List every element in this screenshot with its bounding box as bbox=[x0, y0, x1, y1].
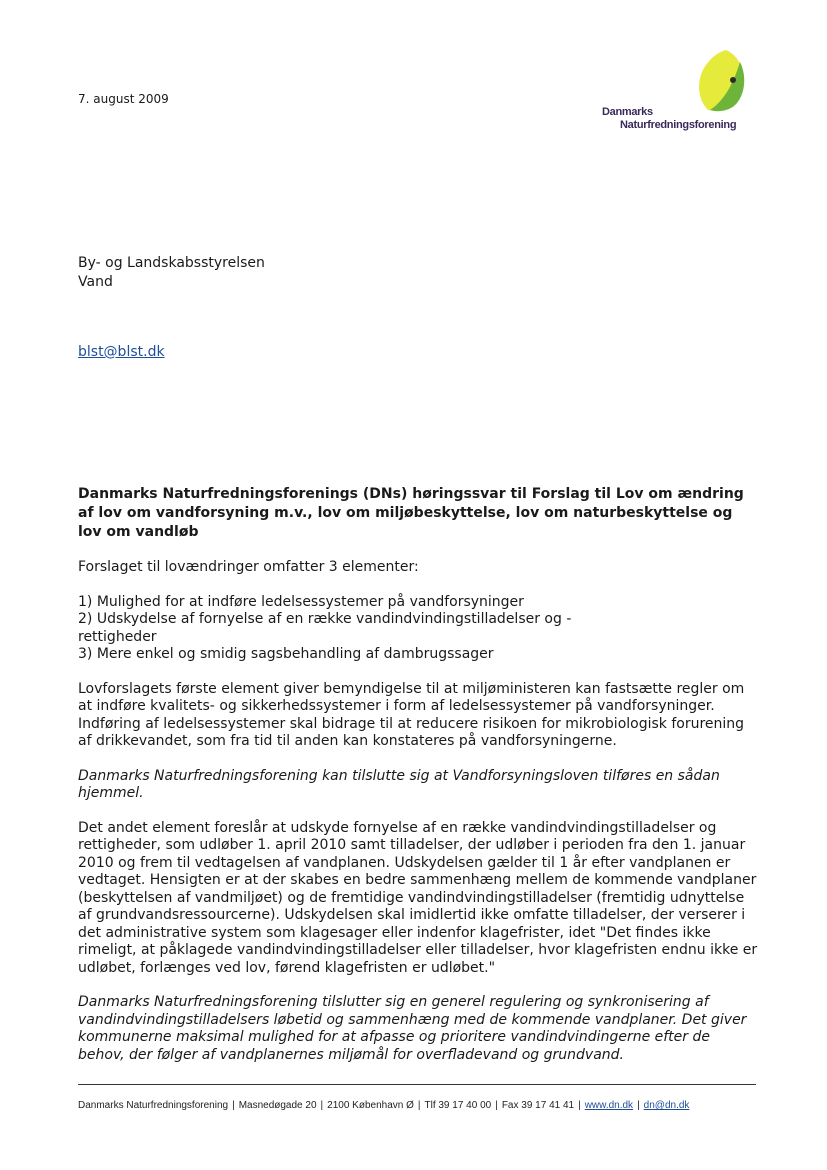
paragraph-1: Lovforslagets første element giver bemyndigelse til at miljøministeren kan fastsætte regler om at indføre kvalitets- og sikkerhedssystemer i form af ledelsessystemer på vandforsyninger. Indføring af ledelsessystemer skal bidrage til at reducere risikoen for mikrobiologisk forurening af drikkevandet, som fra tid til anden kan konstateres på vandforsyningerne. bbox=[78, 680, 745, 749]
footer-phone: Tlf 39 17 40 00 bbox=[424, 1100, 492, 1111]
leaf-logo-icon bbox=[696, 48, 748, 114]
footer-mail-link[interactable]: dn@dn.dk bbox=[643, 1100, 690, 1111]
footer-web-link[interactable]: www.dn.dk bbox=[584, 1100, 634, 1111]
footer-city: 2100 København Ø bbox=[327, 1100, 414, 1111]
list-item: 3) Mere enkel og smidig sagsbehandling af dambrugssager bbox=[78, 646, 494, 662]
logo-text-line1: Danmarks bbox=[602, 106, 653, 118]
paragraph-4-statement: Danmarks Naturfredningsforening tilslutter sig en generel regulering og synkronisering af vandindvindingstilladelsers løbetid og sammenhæng med de kommende vandplaner. Det giver kommunerne maksimal mulighed for at afpasse og prioritere vandindvindingerne efter de behov, der følger af vandplanernes miljømål for overfladevand og grundvand. bbox=[78, 994, 747, 1063]
element-list bbox=[78, 594, 758, 664]
recipient-name: By- og Landskabsstyrelsen bbox=[78, 255, 265, 271]
footer-fax: Fax 39 17 41 41 bbox=[501, 1100, 575, 1111]
footer-divider bbox=[78, 1084, 756, 1085]
list-item: 2) Udskydelse af fornyelse af en række vandindvindingstilladelser og - bbox=[78, 611, 572, 627]
paragraph-3: Det andet element foreslår at udskyde fornyelse af en række vandindvindingstilladelser og rettigheder, som udløber 1. april 2010 samt tilladelser, der udløber i perioden fra den 1. januar 2010 og frem til vedtagelsen af vandplanen. Udskydelsen gælder til 1 år efter vandplanen er vedtaget. Hensigten er at der skabes en bedre sammenhæng mellem de kommende vandplaner (beskyttelsen af vandmiljøet) og de fremtidige vandindvindingstilladelser (fremtidig udnyttelse af grundvandsressourcerne). Udskydelsen skal imidlertid ikke omfatte tilladelser, der verserer i det administrative system som klagesager eller indenfor klagefrister, idet "Det findes ikke rimeligt, at påklagede vandindvindingstilladelser eller tilladelser, hvor klagefristen endnu ikke er udløbet, forlænges ved lov, førend klagefristen er udløbet." bbox=[78, 819, 758, 976]
recipient-block bbox=[78, 254, 265, 292]
recipient-email-link[interactable]: blst@blst.dk bbox=[78, 344, 165, 360]
letter-heading: Danmarks Naturfredningsforenings (DNs) høringssvar til Forslag til Lov om ændring af lov om vandforsyning m.v., lov om miljøbeskyttelse, lov om naturbeskyttelse og lov om vandløb bbox=[78, 486, 744, 540]
dn-logo bbox=[600, 46, 760, 136]
letter-body bbox=[78, 485, 758, 1081]
paragraph-2-statement: Danmarks Naturfredningsforening kan tilslutte sig at Vandforsyningsloven tilføres en sådan hjemmel. bbox=[78, 767, 720, 801]
footer: Danmarks Naturfredningsforening | Masnedøgade 20 | 2100 København Ø | Tlf 39 17 40 00 | Fax 39 17 41 41 | www.dn.dk | dn@dn.dk bbox=[78, 1100, 690, 1111]
letter-date: 7. august 2009 bbox=[78, 92, 169, 106]
logo-text-line2: Naturfredningsforening bbox=[620, 119, 737, 131]
recipient-department: Vand bbox=[78, 274, 113, 290]
list-item: rettigheder bbox=[78, 628, 157, 645]
list-item: 1) Mulighed for at indføre ledelsessystemer på vandforsyninger bbox=[78, 593, 524, 610]
intro-text: Forslaget til lovændringer omfatter 3 elementer: bbox=[78, 559, 419, 575]
footer-address: Masnedøgade 20 bbox=[238, 1100, 317, 1111]
footer-org: Danmarks Naturfredningsforening bbox=[78, 1100, 229, 1111]
